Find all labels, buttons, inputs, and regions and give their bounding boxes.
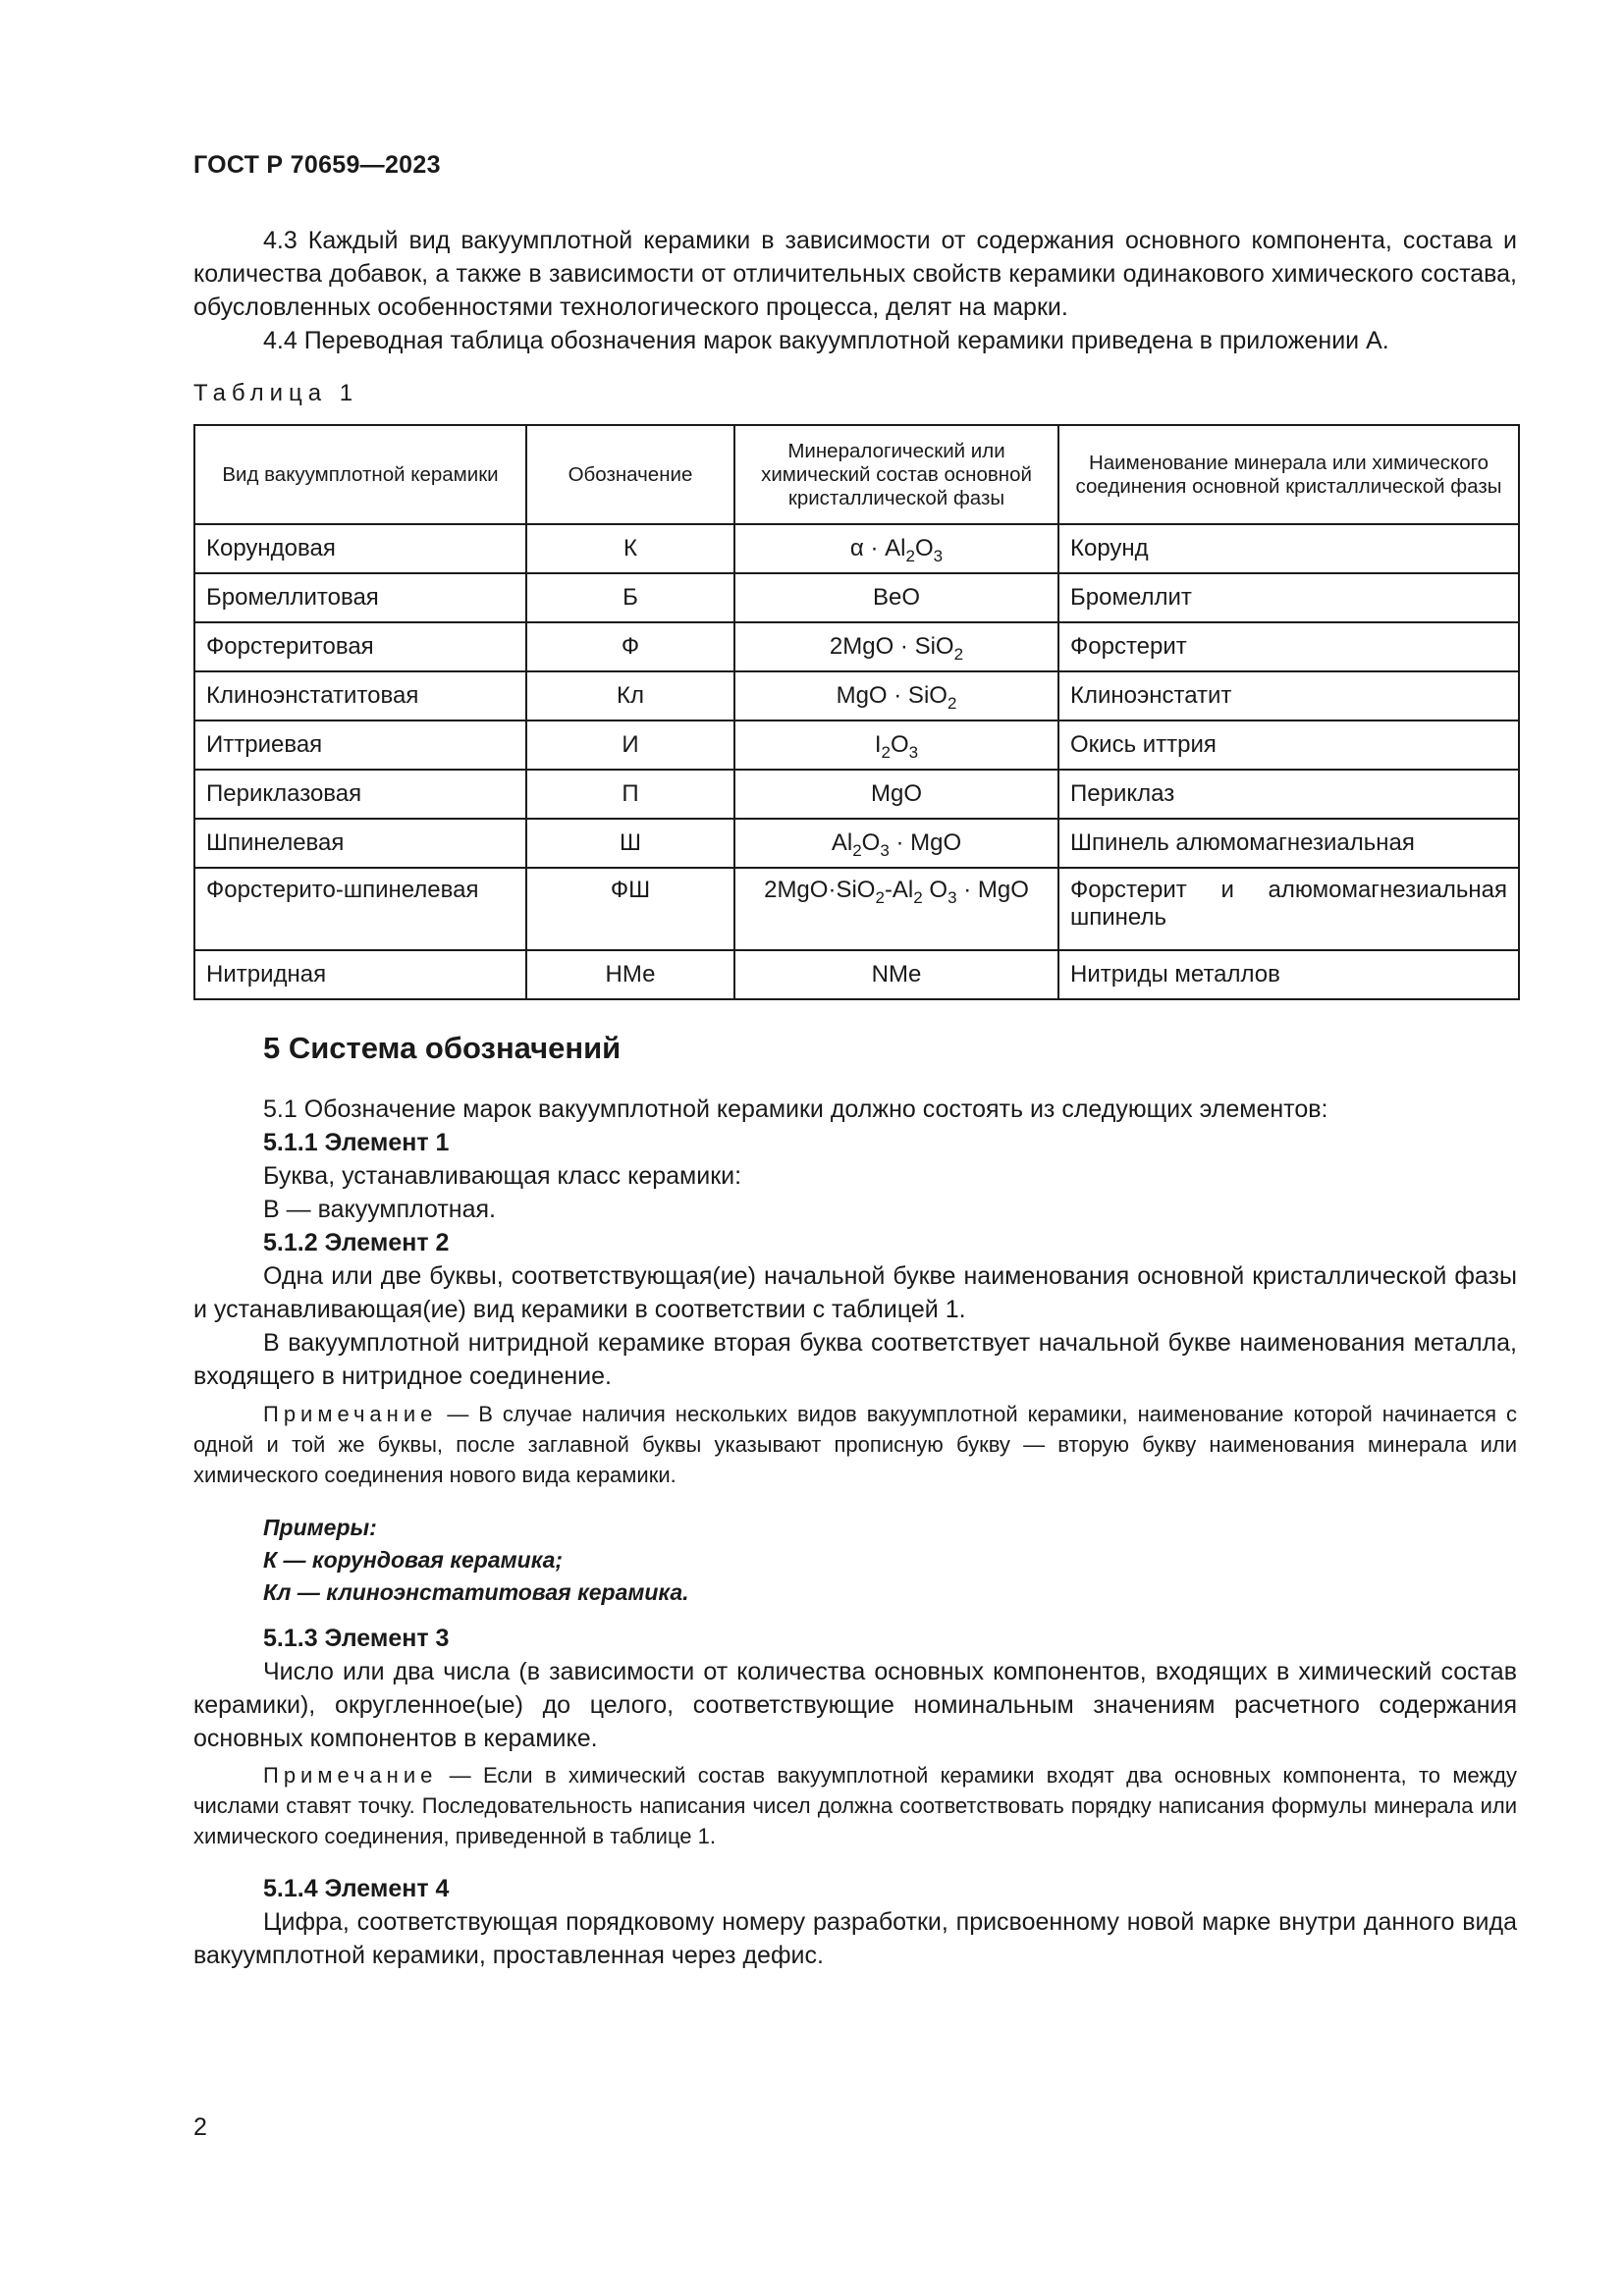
table-row [194,524,1519,573]
ceramic-type: Периклазовая [194,770,526,819]
table-header-cell: Обозначение [526,425,734,524]
table-row [194,770,1519,819]
ceramic-code: Б [526,573,734,622]
ceramic-type: Нитридная [194,950,526,999]
mineral-name: Клиноэнстатит [1058,671,1519,721]
ceramic-type: Бромеллитовая [194,573,526,622]
example-1: К — корундовая керамика; [263,1547,564,1573]
ceramic-code: К [526,524,734,573]
note-1: Примечание — В случае наличия нескольких видов вакуумплотной керамики, наименование которой начинается с одной и той же буквы, после заглавной буквы указывают прописную букву — вторую букву наименования минерала или химического соединения нового вида керамики. [193,1402,1517,1487]
table-row [194,819,1519,868]
formula: $I_2O_3$ [734,721,1058,770]
heading-5-1-2: 5.1.2 Элемент 2 [263,1229,450,1256]
ceramic-code: НМе [526,950,734,999]
document-header: ГОСТ Р 70659—2023 [193,151,441,179]
mineral-name: Окись иттрия [1058,721,1519,770]
ceramic-type: Форстерито-шпинелевая [194,868,526,950]
mineral-name: Нитриды металлов [1058,950,1519,999]
table-row [194,950,1519,999]
formula: $\alpha \cdot Al_2O_3$ [734,524,1058,573]
ceramic-code: Кл [526,671,734,721]
table-header-cell: Минералогический или химический состав основной кристаллической фазы [734,425,1058,524]
page-number: 2 [193,2113,207,2141]
formula: 2MgO · SiO$_2$ [734,622,1058,671]
mineral-name: Периклаз [1058,770,1519,819]
paragraph-4-3: 4.3 Каждый вид вакуумплотной керамики в зависимости от содержания основного компонента, состава и количества добавок, а также в зависимости от отличительных свойств керамики одинакового химического состава, обусловленных особенностями технологического процесса, делят на марки. [193,227,1517,321]
ceramic-type: Клиноэнстатитовая [194,671,526,721]
paragraph-5-1-4: Цифра, соответствующая порядковому номеру разработки, присвоенному новой марке внутри данного вида вакуумплотной керамики, проставленная через дефис. [193,1908,1517,1969]
note-2: Примечание — Если в химический состав вакуумплотной керамики входят два основных компонента, то между числами ставят точку. Последовательность написания чисел должна соответствовать порядку написания формулы минерала или химического соединения, приведенной в таблице 1. [193,1763,1517,1848]
ceramic-code: Ш [526,819,734,868]
table-header-row [194,425,1519,524]
table-row [194,573,1519,622]
table-1 [193,424,1520,1000]
mineral-name: Шпинель алюмомагнезиальная [1058,819,1519,868]
ceramic-type: Иттриевая [194,721,526,770]
table-caption: Таблица 1 [193,380,359,406]
heading-5-1-3: 5.1.3 Элемент 3 [263,1625,450,1652]
paragraph-5-1-2-a: Одна или две буквы, соответствующая(ие) начальной букве наименования основной кристаллической фазы и устанавливающая(ие) вид керамики в соответствии с таблицей 1. [193,1262,1517,1323]
formula: MgO · SiO$_2$ [734,671,1058,721]
formula: BeO [734,573,1058,622]
formula: MgO [734,770,1058,819]
examples-title: Примеры: [263,1515,377,1540]
paragraph-4-4: 4.4 Переводная таблица обозначения марок вакуумплотной керамики приведена в приложении А. [263,327,1389,354]
paragraph-5-1-1-a: Буква, устанавливающая класс керамики: [263,1162,742,1190]
example-2: Кл — клиноэнстатитовая керамика. [263,1579,689,1605]
table-row [194,868,1519,950]
table-header-cell: Вид вакуумплотной керамики [194,425,526,524]
ceramic-type: Шпинелевая [194,819,526,868]
table-row [194,622,1519,671]
mineral-name: Форстерит и алюмомагнезиальная шпинель [1058,868,1519,950]
mineral-name: Корунд [1058,524,1519,573]
heading-5-1-1: 5.1.1 Элемент 1 [263,1129,450,1156]
table-header-cell: Наименование минерала или химического соединения основной кристаллической фазы [1058,425,1519,524]
table-row [194,721,1519,770]
paragraph-5-1-2-b: В вакуумплотной нитридной керамике вторая буква соответствует начальной букве наименования металла, входящего в нитридное соединение. [193,1329,1517,1390]
ceramic-code: Ф [526,622,734,671]
mineral-name: Бромеллит [1058,573,1519,622]
ceramic-type: Форстеритовая [194,622,526,671]
formula: $2MgO\cdot SiO_2-Al_2$ $O_3$ · MgO [734,868,1058,950]
paragraph-5-1: 5.1 Обозначение марок вакуумплотной керамики должно состоять из следующих элементов: [263,1095,1328,1123]
paragraph-5-1-1-b: В — вакуумплотная. [263,1196,496,1223]
heading-5-1-4: 5.1.4 Элемент 4 [263,1875,450,1902]
ceramic-code: И [526,721,734,770]
paragraph-5-1-3: Число или два числа (в зависимости от количества основных компонентов, входящих в химический состав керамики), округленное(ые) до целого, соответствующие номинальным значениям расчетного содержания основных компонентов в керамике. [193,1658,1517,1752]
ceramic-code: П [526,770,734,819]
formula: NMe [734,950,1058,999]
section-5-title: 5 Система обозначений [263,1031,622,1065]
ceramic-code: ФШ [526,868,734,950]
ceramic-type: Корундовая [194,524,526,573]
mineral-name: Форстерит [1058,622,1519,671]
table-row [194,671,1519,721]
formula: $Al_2O_3$ · MgO [734,819,1058,868]
